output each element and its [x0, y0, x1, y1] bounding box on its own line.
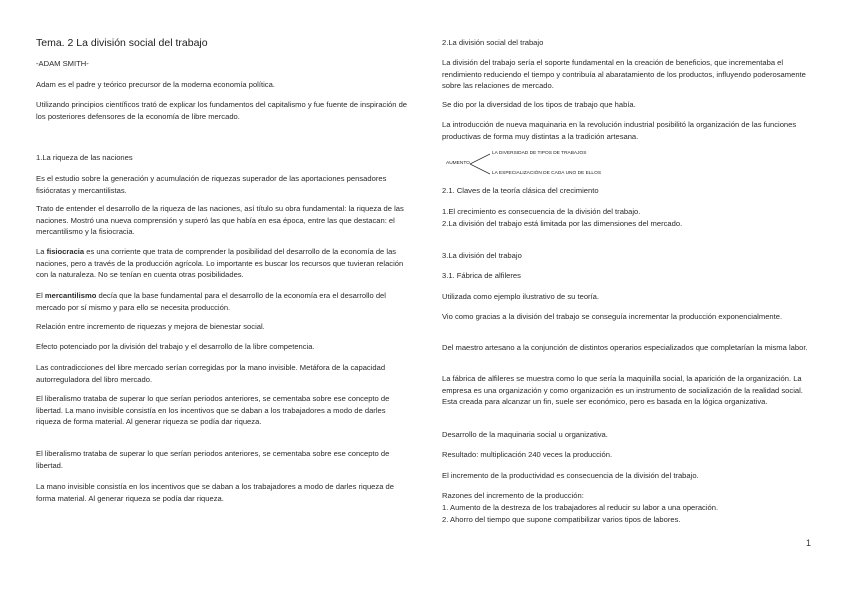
paragraph: Las contradicciones del libre mercado serían corregidas por la mano invisible. Metáfora de la capacidad autorreguladora del libro mercado. [36, 363, 386, 384]
list-item: 2.La división del trabajo está limitada por las dimensiones del mercado. [442, 219, 683, 228]
paragraph-mercantilismo: El mercantilismo decía que la base fundamental para el desarrollo de la economía era el desarrollo del mercado por sí mismo y para ello se necesita producción. [36, 291, 386, 312]
paragraph: Vio como gracias a la división del trabajo se conseguía incrementar la producción exponencialmente. [442, 312, 783, 321]
list-item: 2. Ahorro del tiempo que supone compatibilizar varios tipos de labores. [442, 515, 681, 524]
section-heading: 3.La división del trabajo [442, 251, 522, 260]
paragraph: Efecto potenciado por la división del trabajo y el desarrollo de la libre competencia. [36, 342, 315, 351]
paragraph: La fábrica de alfileres se muestra como lo que sería la maquinilla social, la aparición de la organización. La empresa es una organización y como organización es un instrumento de socialización de la realidad social. Esta creada para alcanzar un fin, suele ser económico, pero es basada en la lógica organizativa. [442, 374, 803, 407]
paragraph: Es el estudio sobre la generación y acumulación de riquezas superador de las aportaciones pensadores fisiócratas y mercantilistas. [36, 174, 387, 195]
author-line: -ADAM SMITH- [36, 59, 89, 68]
diagram-branch-top: LA DIVERSIDAD DE TIPOS DE TRABAJOS [492, 151, 587, 156]
section-heading: 2.La división social del trabajo [442, 38, 544, 47]
diagram-branch-bottom: LA ESPECIALIZACIÓN DE CADA UNO DE ELLOS [492, 171, 602, 176]
paragraph: Se dio por la diversidad de los tipos de trabajo que había. [442, 100, 636, 109]
list-heading: Razones del incremento de la producción: [442, 491, 584, 500]
paragraph: El liberalismo trataba de superar lo que serían periodos anteriores, se cementaba sobre ese concepto de libertad. [36, 449, 390, 470]
term-mercantilismo: mercantilismo [44, 291, 97, 300]
list-item: 1. Aumento de la destreza de los trabajadores al reducir su labor a una operación. [442, 503, 719, 512]
paragraph: El liberalismo trataba de superar lo que serían periodos anteriores, se cementaba sobre ese concepto de libertad. La mano invisible consistía en los incentivos que se daban a los trabajadores a modo de darles riqueza de forma material. Al generar riqueza se podía dar riqueza. [36, 394, 390, 427]
subsection-heading: 3.1. Fábrica de alfileres [442, 271, 521, 280]
paragraph: Resultado: multiplicación 240 veces la producción. [442, 450, 613, 459]
paragraph: Utilizada como ejemplo ilustrativo de su teoría. [442, 292, 600, 301]
paragraph: La mano invisible consistía en los incentivos que se daban a los trabajadores a modo de darles riqueza de forma material. Al generar riqueza se podía dar riqueza. [36, 482, 394, 503]
paragraph: El incremento de la productividad es consecuencia de la división del trabajo. [442, 471, 699, 480]
paragraph-fisiocracia: La fisiocracia es una corriente que trata de comprender la posibilidad del desarrollo de la economía de las naciones, pero a través de la producción agrícola. Lo importante es buscar los recursos que tuvieran relación con la naturaleza. No se tenían en cuenta otras posibilidades. [36, 247, 404, 280]
section-heading: 2.1. Claves de la teoría clásica del crecimiento [442, 186, 599, 195]
page-number: 1 [806, 538, 812, 548]
paragraph: Desarrollo de la maquinaria social u organizativa. [442, 430, 608, 439]
paragraph: La introducción de nueva maquinaria en la revolución industrial posibilitó la organización de las funciones productivas de forma muy distintas a la tradición artesana. [442, 120, 797, 141]
paragraph: Adam es el padre y teórico precursor de la moderna economía política. [36, 80, 275, 89]
bracket-diagram [442, 151, 662, 179]
diagram-root-label: AUMENTO [446, 161, 470, 166]
paragraph: Relación entre incremento de riquezas y mejora de bienestar social. [36, 322, 265, 331]
paragraph: Del maestro artesano a la conjunción de distintos operarios especializados que completarían la misma labor. [442, 343, 808, 352]
term-fisiocracia: fisiocracia [46, 247, 85, 256]
paragraph: La división del trabajo sería el soporte fundamental en la creación de beneficios, que incrementaba el rendimiento reduciendo el tiempo y contribuía al abaratamiento de los productos, influyendo poderosamente sobre las relaciones de mercado. [442, 58, 806, 91]
paragraph: Utilizando principios científicos trató de explicar los fundamentos del capitalismo y fue fuente de inspiración de los posteriores defensores de la economía de libre mercado. [36, 100, 408, 121]
paragraph: Trato de entender el desarrollo de la riqueza de las naciones, así título su obra fundamental: la riqueza de las naciones. Mostró una nueva comprensión y superó las que había en esa época, entre las que destacan: el mercantilismo y la fisiocracia. [36, 204, 404, 237]
document-title: Tema. 2 La división social del trabajo [36, 37, 208, 49]
section-heading: 1.La riqueza de las naciones [36, 153, 133, 162]
list-item: 1.El crecimiento es consecuencia de la división del trabajo. [442, 207, 641, 216]
